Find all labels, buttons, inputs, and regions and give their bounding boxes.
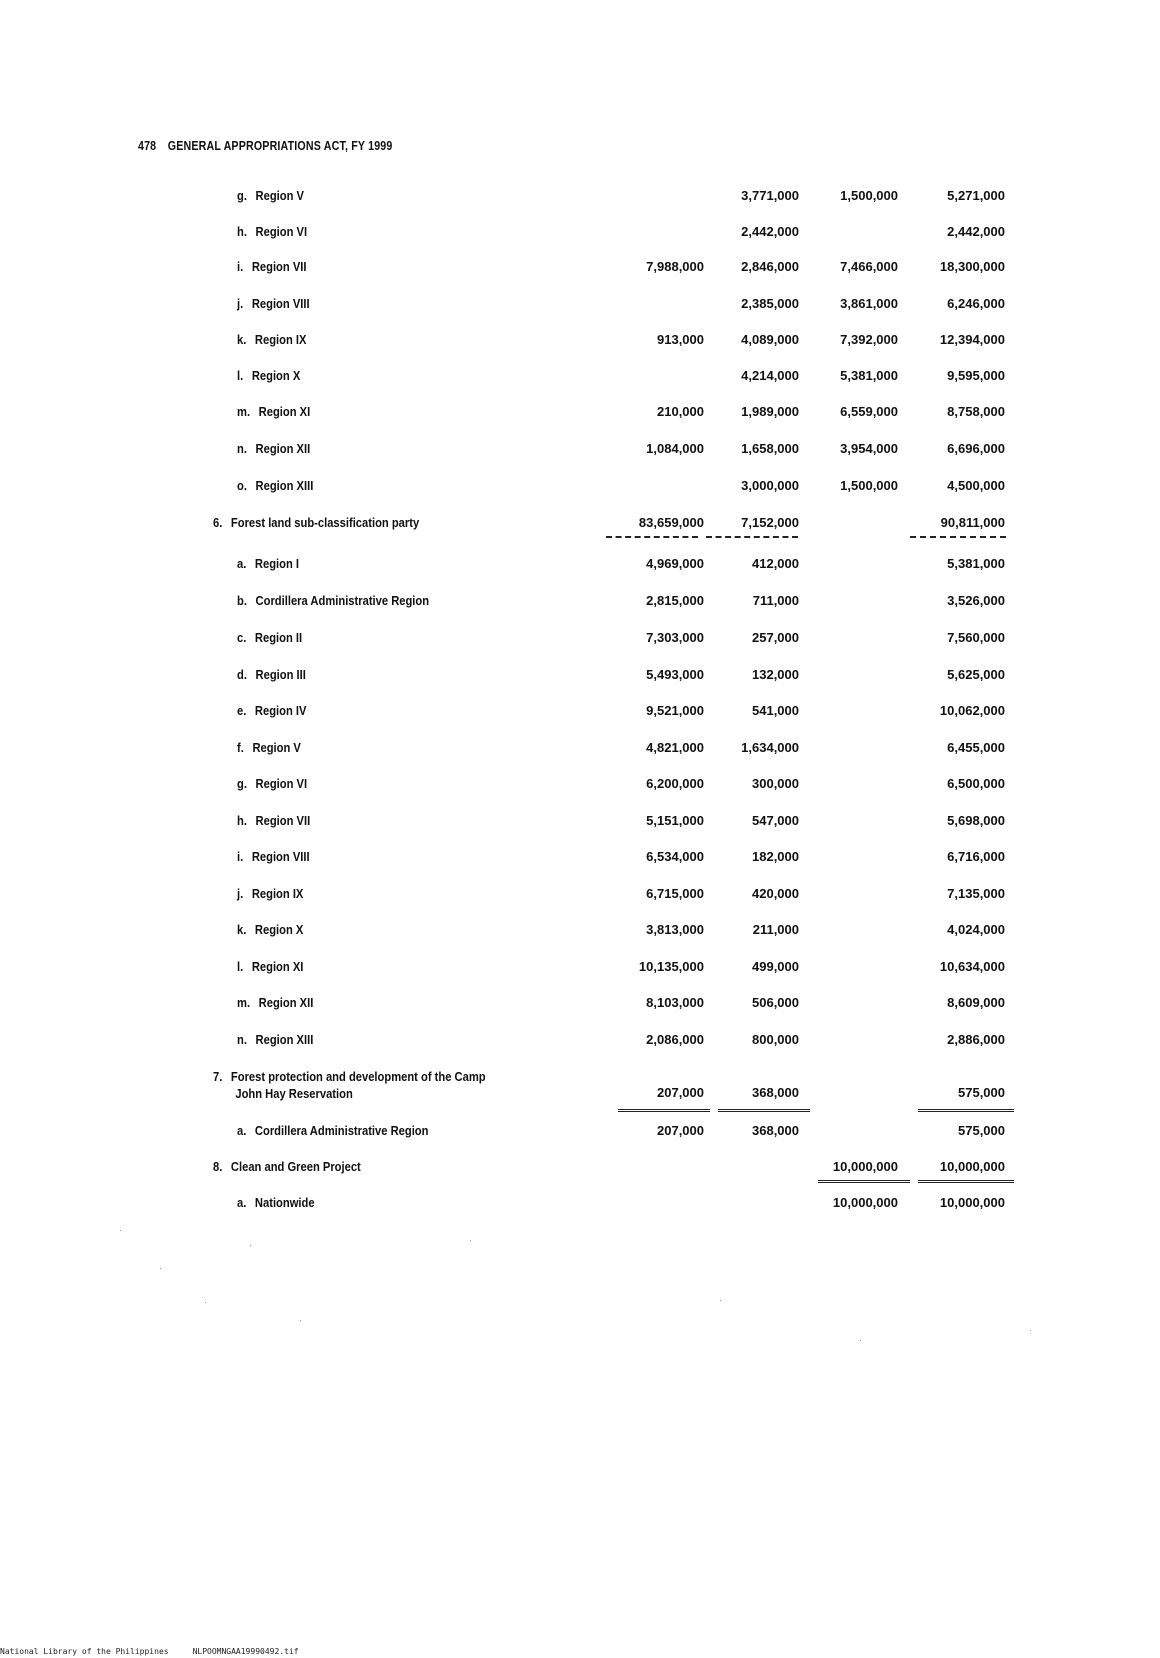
row-label: l. Region X [237,368,301,383]
amount-personal: 1,084,000 [646,441,704,456]
row-label: i. Region VII [237,259,307,274]
table-row [0,922,1160,942]
row-label: d. Region III [237,667,306,682]
amount-personal: 2,815,000 [646,593,704,608]
row-label: n. Region XIII [237,1032,314,1047]
row-label: c. Region II [237,630,303,645]
row-label: k. Region X [237,922,304,937]
amount-current: 547,000 [752,813,799,828]
amount-total: 12,394,000 [939,332,1005,347]
subtotal-rule [818,1180,910,1183]
amount-capital: 10,000,000 [832,1195,898,1210]
amount-total: 8,609,000 [947,995,1005,1010]
table-row [0,959,1160,979]
table-row [0,441,1160,461]
amount-total: 3,526,000 [947,593,1005,608]
table-row [0,593,1160,613]
row-label: e. Region IV [237,703,307,718]
amount-current: 1,658,000 [741,441,799,456]
row-label: h. Region VI [237,224,308,239]
amount-personal: 6,715,000 [646,886,704,901]
amount-total: 5,698,000 [947,813,1005,828]
amount-total: 575,000 [958,1123,1005,1138]
row-label: l. Region XI [237,959,304,974]
row-label: h. Region VII [237,813,311,828]
table-row [0,259,1160,279]
amount-capital: 3,954,000 [840,441,898,456]
amount-personal: 83,659,000 [638,515,704,530]
amount-current: 2,846,000 [741,259,799,274]
footer [0,1647,299,1656]
row-label: i. Region VIII [237,849,310,864]
amount-total: 10,634,000 [939,959,1005,974]
amount-current: 506,000 [752,995,799,1010]
table-row [0,296,1160,316]
row-label: m. Region XII [237,995,314,1010]
amount-total: 575,000 [958,1085,1005,1100]
table-row [0,368,1160,388]
amount-current: 368,000 [752,1085,799,1100]
subtotal-rule [706,536,798,538]
table-row [0,1195,1160,1215]
row-label: a. Nationwide [237,1195,315,1210]
amount-total: 5,381,000 [947,556,1005,571]
table-row [0,813,1160,833]
amount-current: 4,089,000 [741,332,799,347]
amount-capital: 10,000,000 [832,1159,898,1174]
amount-current: 300,000 [752,776,799,791]
section-7-label: 7. Forest protection and development of the Camp John Hay Reservation [213,1069,486,1101]
amount-current: 7,152,000 [741,515,799,530]
row-label: a. Region I [237,556,300,571]
section-8-label: 8. Clean and Green Project [213,1159,361,1174]
amount-personal: 913,000 [657,332,704,347]
amount-current: 182,000 [752,849,799,864]
amount-personal: 8,103,000 [646,995,704,1010]
amount-personal: 6,200,000 [646,776,704,791]
table-row [0,995,1160,1015]
amount-total: 10,000,000 [939,1159,1005,1174]
amount-total: 10,062,000 [939,703,1005,718]
amount-current: 412,000 [752,556,799,571]
amount-current: 211,000 [752,922,799,937]
page-title: GENERAL APPROPRIATIONS ACT, FY 1999 [167,138,393,153]
amount-personal: 5,493,000 [646,667,704,682]
row-label: n. Region XII [237,441,311,456]
amount-total: 10,000,000 [939,1195,1005,1210]
amount-total: 9,595,000 [947,368,1005,383]
amount-total: 6,696,000 [947,441,1005,456]
amount-personal: 2,086,000 [646,1032,704,1047]
amount-current: 3,771,000 [741,188,799,203]
amount-total: 5,271,000 [947,188,1005,203]
amount-current: 420,000 [752,886,799,901]
amount-personal: 7,988,000 [646,259,704,274]
amount-personal: 5,151,000 [646,813,704,828]
amount-capital: 1,500,000 [840,478,898,493]
subtotal-rule [910,536,1006,538]
row-label: g. Region V [237,188,304,203]
amount-total: 2,886,000 [947,1032,1005,1047]
amount-capital: 7,466,000 [840,259,898,274]
amount-capital: 3,861,000 [840,296,898,311]
amount-total: 8,758,000 [947,404,1005,419]
section-6-row [0,515,1160,535]
row-label: g. Region VI [237,776,308,791]
subtotal-rule [918,1180,1014,1183]
section-7-row [0,1068,1160,1104]
section-8-row [0,1159,1160,1179]
row-label: k. Region IX [237,332,307,347]
amount-total: 5,625,000 [947,667,1005,682]
section-6-label: 6. Forest land sub-classification party [213,515,420,530]
table-row [0,478,1160,498]
amount-current: 257,000 [752,630,799,645]
amount-current: 541,000 [752,703,799,718]
page-header [138,138,392,153]
amount-personal: 3,813,000 [646,922,704,937]
amount-total: 7,560,000 [947,630,1005,645]
amount-personal: 207,000 [657,1123,704,1138]
amount-current: 499,000 [752,959,799,974]
table-row [0,703,1160,723]
amount-total: 4,024,000 [947,922,1005,937]
amount-current: 1,634,000 [741,740,799,755]
table-row [0,849,1160,869]
table-row [0,404,1160,424]
amount-current: 132,000 [752,667,799,682]
amount-current: 2,442,000 [741,224,799,239]
amount-personal: 210,000 [657,404,704,419]
amount-capital: 5,381,000 [840,368,898,383]
amount-total: 2,442,000 [947,224,1005,239]
amount-capital: 6,559,000 [840,404,898,419]
row-label: m. Region XI [237,404,311,419]
amount-personal: 9,521,000 [646,703,704,718]
amount-current: 368,000 [752,1123,799,1138]
amount-capital: 1,500,000 [840,188,898,203]
page-number: 478 [138,138,157,153]
table-row [0,556,1160,576]
table-row [0,667,1160,687]
row-label: j. Region IX [237,886,304,901]
footer-file-id: NLPOOMNGAA19990492.tif [192,1647,299,1656]
row-label: j. Region VIII [237,296,310,311]
subtotal-rule [618,1109,710,1112]
amount-current: 1,989,000 [741,404,799,419]
amount-current: 3,000,000 [741,478,799,493]
table-row [0,332,1160,352]
table-row [0,776,1160,796]
table-row [0,224,1160,244]
table-row [0,630,1160,650]
amount-total: 90,811,000 [940,515,1005,530]
amount-total: 18,300,000 [939,259,1005,274]
table-row [0,886,1160,906]
subtotal-rule [718,1109,810,1112]
amount-total: 7,135,000 [947,886,1005,901]
row-label: f. Region V [237,740,301,755]
row-label: a. Cordillera Administrative Region [237,1123,429,1138]
amount-current: 711,000 [752,593,799,608]
row-label: o. Region XIII [237,478,314,493]
table-row [0,740,1160,760]
subtotal-rule [606,536,698,538]
amount-personal: 207,000 [657,1085,704,1100]
amount-current: 800,000 [752,1032,799,1047]
table-row [0,1032,1160,1052]
amount-personal: 6,534,000 [646,849,704,864]
amount-personal: 4,821,000 [646,740,704,755]
amount-total: 6,246,000 [947,296,1005,311]
amount-total: 6,500,000 [947,776,1005,791]
amount-current: 4,214,000 [741,368,799,383]
table-row [0,188,1160,208]
amount-total: 4,500,000 [947,478,1005,493]
subtotal-rule [918,1109,1014,1112]
table-row [0,1123,1160,1143]
footer-library: National Library of the Philippines [0,1647,169,1656]
amount-total: 6,455,000 [947,740,1005,755]
row-label: b. Cordillera Administrative Region [237,593,430,608]
amount-capital: 7,392,000 [840,332,898,347]
amount-personal: 7,303,000 [646,630,704,645]
amount-total: 6,716,000 [947,849,1005,864]
amount-personal: 4,969,000 [646,556,704,571]
amount-personal: 10,135,000 [638,959,704,974]
amount-current: 2,385,000 [741,296,799,311]
